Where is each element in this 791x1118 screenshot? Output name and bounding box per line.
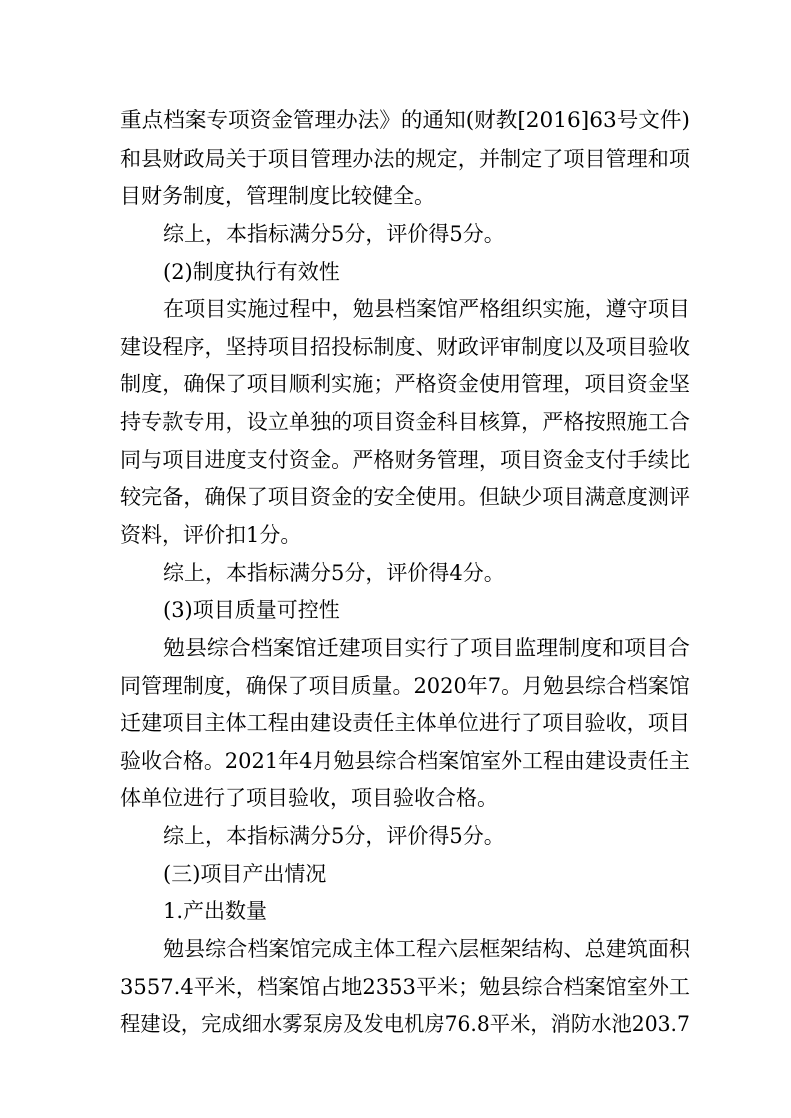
section-heading: (2)制度执行有效性: [163, 260, 340, 284]
text-line: 体单位进行了项目验收，项目验收合格。: [120, 786, 498, 810]
summary-line: 综上，本指标满分5分，评价得4分。: [163, 561, 505, 585]
text-line: 同与项目进度支付资金。严格财务管理，项目资金支付手续比: [120, 448, 691, 472]
text-line: 持专款专用，设立单独的项目资金科目核算，严格按照施工合: [120, 410, 691, 434]
text-line: 制度，确保了项目顺利实施；严格资金使用管理，项目资金坚: [120, 372, 691, 396]
subsection-heading: 1.产出数量: [163, 899, 268, 923]
text-line: 程建设，完成细水雾泵房及发电机房76.8平米，消防水池203.7: [120, 1012, 690, 1036]
summary-line: 综上，本指标满分5分，评价得5分。: [163, 824, 505, 848]
text-line: 迁建项目主体工程由建设责任主体单位进行了项目验收，项目: [120, 711, 691, 735]
section-heading: (3)项目质量可控性: [163, 598, 340, 622]
text-line: 和县财政局关于项目管理办法的规定，并制定了项目管理和项: [120, 147, 691, 171]
text-line: 勉县综合档案馆完成主体工程六层框架结构、总建筑面积: [163, 937, 690, 961]
text-line: 资料，评价扣1分。: [120, 523, 302, 547]
section-heading: (三)项目产出情况: [163, 862, 327, 886]
text-line: 3557.4平米，档案馆占地2353平米；勉县综合档案馆室外工: [120, 975, 690, 999]
text-line: 同管理制度，确保了项目质量。2020年7。月勉县综合档案馆: [120, 674, 690, 698]
text-line: 建设程序，坚持项目招投标制度、财政评审制度以及项目验收: [120, 335, 691, 359]
text-line: 重点档案专项资金管理办法》的通知(财教[2016]63号文件): [120, 108, 690, 132]
text-line: 在项目实施过程中，勉县档案馆严格组织实施，遵守项目: [163, 297, 690, 321]
text-line: 勉县综合档案馆迁建项目实行了项目监理制度和项目合: [163, 636, 690, 660]
text-line: 验收合格。2021年4月勉县综合档案馆室外工程由建设责任主: [120, 749, 690, 773]
summary-line: 综上，本指标满分5分，评价得5分。: [163, 222, 505, 246]
text-line: 目财务制度，管理制度比较健全。: [120, 184, 435, 208]
text-line: 较完备，确保了项目资金的安全使用。但缺少项目满意度测评: [120, 485, 691, 509]
